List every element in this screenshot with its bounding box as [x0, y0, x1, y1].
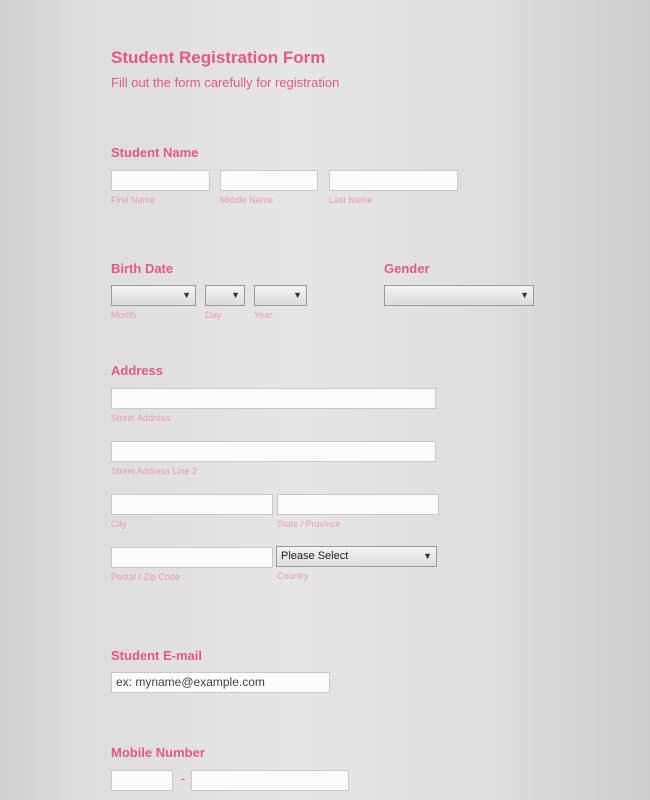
city-input[interactable] — [111, 494, 273, 515]
first-name-sublabel: First Name — [111, 195, 156, 205]
street-address-line2-sublabel: Street Address Line 2 — [111, 466, 198, 476]
email-input[interactable] — [111, 672, 330, 693]
mobile-area-code-input[interactable] — [111, 770, 173, 791]
birth-year-sublabel: Year — [254, 310, 273, 320]
state-sublabel: State / Province — [277, 519, 341, 529]
email-placeholder: ex: myname@example.com — [116, 675, 265, 689]
mobile-separator: - — [181, 771, 186, 786]
street-address-input[interactable] — [111, 388, 436, 409]
birth-year-select[interactable] — [254, 285, 307, 306]
mobile-phone-input[interactable] — [191, 770, 349, 791]
chevron-down-icon: ▼ — [231, 290, 240, 300]
country-select-value: Please Select — [281, 550, 349, 562]
street-address-sublabel: Street Address — [111, 413, 171, 423]
birth-date-label: Birth Date — [111, 261, 174, 276]
country-select[interactable] — [276, 546, 437, 567]
street-address-line2-input[interactable] — [111, 441, 436, 462]
mobile-label: Mobile Number — [111, 745, 205, 760]
middle-name-input[interactable] — [220, 170, 318, 191]
postal-code-sublabel: Postal / Zip Code — [111, 572, 181, 582]
city-sublabel: City — [111, 519, 127, 529]
country-sublabel: Country — [277, 571, 309, 581]
email-label: Student E-mail — [111, 648, 203, 663]
address-label: Address — [111, 363, 164, 378]
birth-day-sublabel: Day — [205, 310, 222, 320]
chevron-down-icon: ▼ — [293, 290, 302, 300]
chevron-down-icon: ▼ — [423, 551, 432, 561]
birth-month-sublabel: Month — [111, 310, 137, 320]
middle-name-sublabel: Middle Name — [220, 195, 274, 205]
form-subtitle: Fill out the form carefully for registration — [111, 75, 340, 90]
gender-select[interactable] — [384, 285, 534, 306]
postal-code-input[interactable] — [111, 547, 273, 568]
birth-day-select[interactable] — [205, 285, 245, 306]
first-name-input[interactable] — [111, 170, 210, 191]
student-name-label: Student Name — [111, 145, 199, 160]
last-name-sublabel: Last Name — [329, 195, 373, 205]
form-title: Student Registration Form — [111, 48, 326, 67]
chevron-down-icon: ▼ — [520, 290, 529, 300]
last-name-input[interactable] — [329, 170, 458, 191]
state-input[interactable] — [277, 494, 439, 515]
gender-label: Gender — [384, 261, 430, 276]
birth-month-select[interactable] — [111, 285, 196, 306]
chevron-down-icon: ▼ — [182, 290, 191, 300]
